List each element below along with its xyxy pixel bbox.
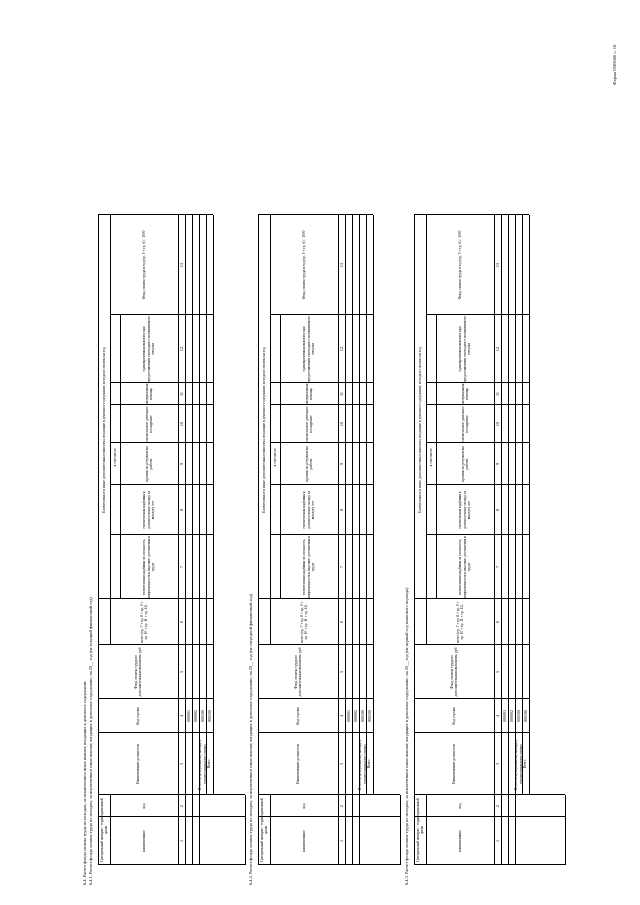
col-12-header: единовременная выплата при предоставлении ежегодного оплачиваемого отпуска: [142, 315, 156, 383]
column-number: 4: [178, 714, 184, 718]
col-total-header: всего (гр. 7 + гр. 8 + гр. 9 + гр. 10 + гр. 11 + гр. 12): [139, 601, 148, 643]
column-number: 11: [338, 391, 344, 397]
column-number: 8: [178, 508, 184, 512]
column-number: 13: [178, 262, 184, 268]
col-other-header: Ежемесячные и иные дополнительные выплаты, входящие в денежное содержание, исходя из оплаты на год: [417, 347, 422, 513]
column-number: 3: [338, 762, 344, 766]
col-12-header: единовременная выплата при предоставлении ежегодного оплачиваемого отпуска: [302, 315, 316, 383]
column-number: 2: [178, 804, 184, 808]
col-7-header: ежемесячная надбавка за сложность, напряженность и высокие достижения в труде: [302, 536, 316, 598]
column-number: 9: [494, 462, 500, 466]
col-8-header: ежемесячная надбавка к должностному окладу за выслугу лет: [458, 491, 472, 529]
col-13-header: Фонд оплаты труда в год (гр. 5 + гр. 6) / 1000: [301, 230, 306, 300]
column-number: 8: [338, 508, 344, 512]
col-fund-header: Фонд оплаты труда по дополнительным выплатам, руб: [293, 647, 302, 697]
heading-main: 6.4. Расчет фонда оплаты труда по исходам, за исключением иных выплат, входящих в денежное содержание: [82, 681, 87, 885]
total-2-bottom: [373, 215, 374, 795]
total-label-1: Итого по центральному аппарату / территориальному органу: [514, 737, 523, 791]
column-number: 6: [178, 620, 184, 624]
col-row-code-header: Код строки: [451, 707, 456, 725]
column-number: 6: [338, 620, 344, 624]
col-7-header: ежемесячная надбавка за сложность, напряженность и высокие достижения в труде: [142, 536, 156, 598]
col-fund-header: Фонд оплаты труда по дополнительным выплатам, руб: [133, 647, 142, 697]
section-caption: 6.4.1. Расчет фонда оплаты труда по исходам, за исключением иных выплат, входящих в денежное содержание, на 20__ год (на текущий финансовый год): [88, 597, 93, 885]
column-number: 7: [178, 565, 184, 569]
col-code-header: код: [457, 803, 462, 809]
column-number: 4: [338, 714, 344, 718]
col-8-header: ежемесячная надбавка к должностному окладу за выслугу лет: [142, 491, 156, 529]
col-total-header: всего (гр. 7 + гр. 8 + гр. 9 + гр. 10 + гр. 11 + гр. 12): [455, 601, 464, 643]
table-bottom: [400, 795, 401, 865]
column-number: 4: [494, 714, 500, 718]
group-label: Центральный аппарат / территориальный орган: [415, 798, 424, 862]
column-number: 8: [494, 508, 500, 512]
col-name-header: наименование: [141, 830, 146, 852]
col-8-header: ежемесячная надбавка к должностному окладу за выслугу лет: [302, 491, 316, 529]
col-incl-header: в том числе:: [272, 447, 277, 467]
total-code-2: 900100: [523, 710, 528, 722]
total-code-2: 900100: [367, 710, 372, 722]
column-number: 13: [338, 262, 344, 268]
col-11-header: материальная помощь: [144, 383, 153, 405]
col-9-header: премии по результатам работы: [144, 446, 153, 482]
column-number: 10: [178, 421, 184, 427]
col-position-header: Наименование должности: [295, 743, 300, 785]
group-label: Центральный аппарат / территориальный орган: [99, 798, 108, 862]
column-number: 10: [338, 421, 344, 427]
total-label-2: Всего: [523, 759, 528, 769]
row-code: 000001: [186, 710, 191, 722]
col-13-header: Фонд оплаты труда в год (гр. 5 + гр. 6) / 1000: [141, 230, 146, 300]
col-11-header: материальная помощь: [304, 383, 313, 405]
col-position-header: Наименование должности: [451, 743, 456, 785]
total-code-2: 900100: [207, 710, 212, 722]
number-row-bottom: [185, 215, 186, 865]
column-number: 7: [494, 565, 500, 569]
row-1-bottom: [352, 215, 353, 865]
column-number: 7: [338, 565, 344, 569]
total-code-1: 000100: [200, 710, 205, 722]
number-row-bottom: [501, 215, 502, 865]
total-label-2: Всего: [367, 759, 372, 769]
column-number: 3: [178, 762, 184, 766]
col-name-header: наименование: [457, 830, 462, 852]
section-caption: 6.4.3. Расчет фонда оплаты труда по исходам, за исключением иных выплат, входящих в денежное содержание, на 20__ год (на первый год планового периода): [404, 587, 409, 885]
row-1-bottom: [508, 215, 509, 865]
col-9-header: премии по результатам работы: [304, 446, 313, 482]
col-code-header: код: [141, 803, 146, 809]
row-code: 000002: [509, 710, 514, 722]
column-number: 1: [178, 839, 184, 843]
column-number: 1: [338, 839, 344, 843]
section-caption: 6.4.2. Расчет фонда оплаты труда по исходам, за исключением иных выплат, входящих в денежное содержание, на 20__ год (на очередной финансовый год): [248, 593, 253, 885]
col-other-header: Ежемесячные и иные дополнительные выплаты, входящие в денежное содержание, исходя из оплаты на год: [261, 347, 266, 513]
row-code: 000001: [502, 710, 507, 722]
column-number: 5: [494, 670, 500, 674]
col-row-code-header: Код строки: [135, 707, 140, 725]
col-code-header: код: [301, 803, 306, 809]
column-number: 2: [494, 804, 500, 808]
column-number: 12: [178, 346, 184, 352]
col-other-header: Ежемесячные и иные дополнительные выплаты, входящие в денежное содержание, исходя из оплаты на год: [101, 347, 106, 513]
column-number: 11: [178, 391, 184, 397]
total-2-bottom: [529, 215, 530, 795]
column-number: 9: [178, 462, 184, 466]
form-label: Форма 0505606 с. 18: [612, 44, 617, 85]
row-code: 000001: [346, 710, 351, 722]
col-name-header: наименование: [301, 830, 306, 852]
column-number: 5: [178, 670, 184, 674]
column-number: 12: [494, 346, 500, 352]
row-code: 000002: [353, 710, 358, 722]
col-10-header: ежемесячное денежное поощрение: [460, 406, 469, 442]
table-bottom: [245, 795, 246, 865]
column-number: 3: [494, 762, 500, 766]
row-code: 000002: [193, 710, 198, 722]
total-label-2: Всего: [207, 759, 212, 769]
col-9-header: премии по результатам работы: [460, 446, 469, 482]
column-number: 2: [338, 804, 344, 808]
col-position-header: Наименование должности: [135, 743, 140, 785]
column-number: 12: [338, 346, 344, 352]
table-bottom: [565, 795, 566, 865]
total-2-bottom: [213, 215, 214, 795]
col-row-code-header: Код строки: [295, 707, 300, 725]
col-10-header: ежемесячное денежное поощрение: [304, 406, 313, 442]
col-7-header: ежемесячная надбавка за сложность, напряженность и высокие достижения в труде: [458, 536, 472, 598]
column-number: 6: [494, 620, 500, 624]
number-row-bottom: [345, 215, 346, 865]
row-1-bottom: [192, 215, 193, 865]
column-number: 13: [494, 262, 500, 268]
total-code-1: 000100: [516, 710, 521, 722]
column-number: 9: [338, 462, 344, 466]
column-number: 5: [338, 670, 344, 674]
total-label-1: Итого по центральному аппарату / территориальному органу: [198, 737, 207, 791]
col-total-header: всего (гр. 7 + гр. 8 + гр. 9 + гр. 10 + гр. 11 + гр. 12): [299, 601, 308, 643]
group-label: Центральный аппарат / территориальный орган: [259, 798, 268, 862]
col-incl-header: в том числе:: [112, 447, 117, 467]
column-number: 11: [494, 391, 500, 397]
total-label-1: Итого по центральному аппарату / территориальному органу: [358, 737, 367, 791]
col-fund-header: Фонд оплаты труда по дополнительным выплатам, руб: [449, 647, 458, 697]
col-incl-header: в том числе:: [428, 447, 433, 467]
col-10-header: ежемесячное денежное поощрение: [144, 406, 153, 442]
col-12-header: единовременная выплата при предоставлении ежегодного оплачиваемого отпуска: [458, 315, 472, 383]
total-code-1: 000100: [360, 710, 365, 722]
col-11-header: материальная помощь: [460, 383, 469, 405]
col-13-header: Фонд оплаты труда в год (гр. 5 + гр. 6) / 1000: [457, 230, 462, 300]
column-number: 10: [494, 421, 500, 427]
column-number: 1: [494, 839, 500, 843]
